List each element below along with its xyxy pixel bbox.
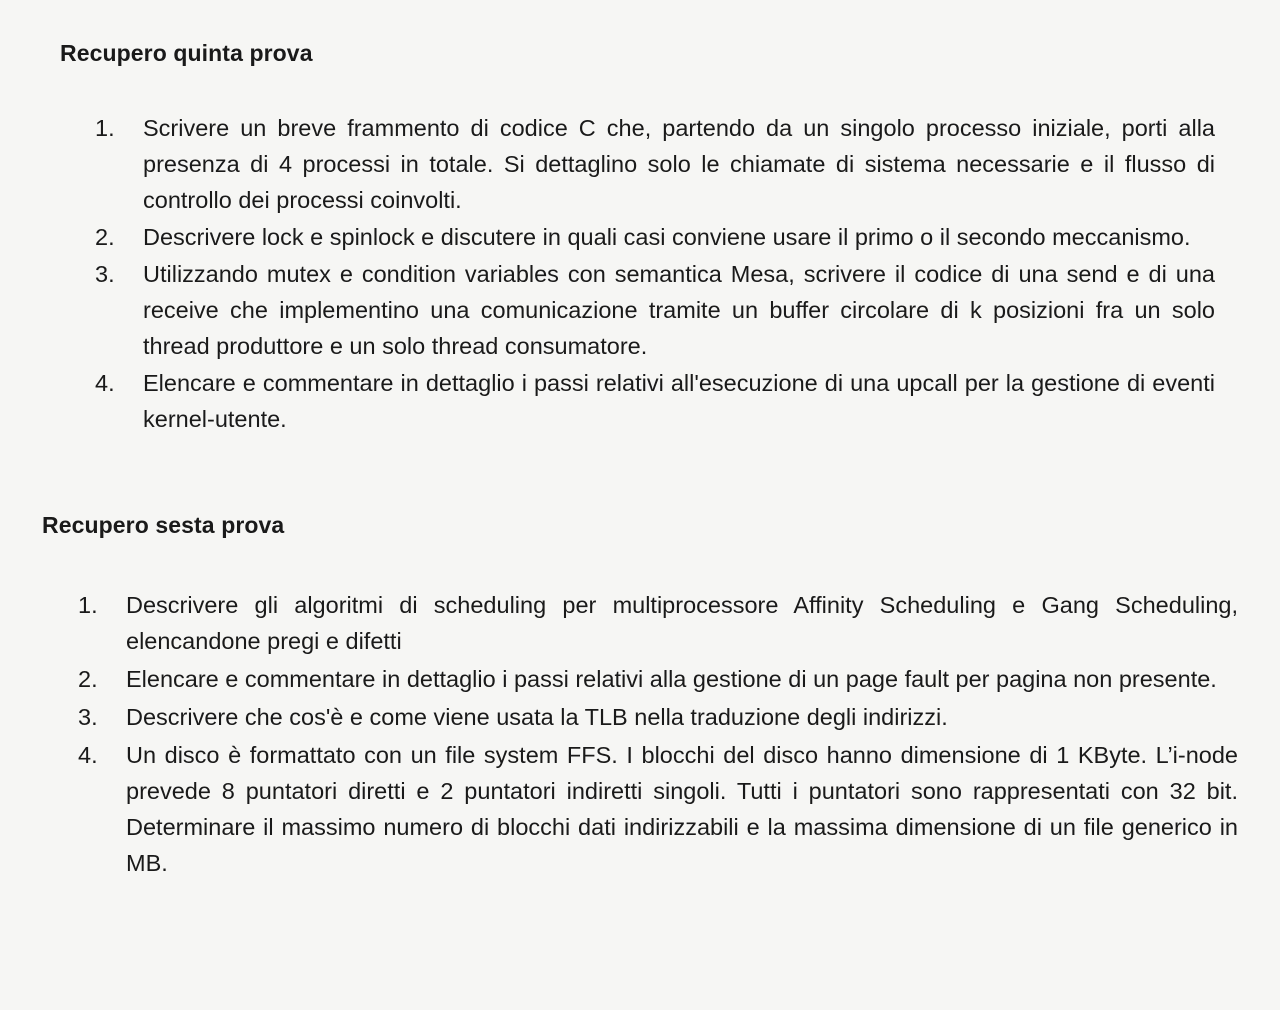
item-text: Utilizzando mutex e condition variables con semantica Mesa, scrivere il codice di una send e di una receive che implementino una comunicazione tramite un buffer circolare di k posizioni fra un solo thread produttore e un solo thread consumatore. [143, 261, 1215, 359]
item-number: 3. [78, 704, 98, 730]
item-text: Elencare e commentare in dettaglio i passi relativi all'esecuzione di una upcall per la gestione di eventi kernel-utente. [143, 370, 1215, 432]
list-item [78, 661, 1238, 697]
list-item [95, 110, 1215, 218]
section-title: Recupero quinta prova [60, 40, 313, 66]
item-text: Elencare e commentare in dettaglio i passi relativi alla gestione di un page fault per pagina non presente. [126, 666, 1217, 692]
item-number: 1. [78, 592, 98, 618]
item-number: 2. [78, 666, 98, 692]
item-number: 2. [95, 224, 115, 250]
question-list [78, 587, 1238, 883]
list-item [95, 365, 1215, 437]
item-number: 3. [95, 261, 115, 287]
item-number: 4. [95, 370, 115, 396]
item-text: Un disco è formattato con un file system FFS. I blocchi del disco hanno dimensione di 1 KByte. L’i-node prevede 8 puntatori diretti e 2 puntatori indiretti singoli. Tutti i puntatori sono rappresentati con 32 bit. Determinare il massimo numero di blocchi dati indirizzabili e la massima dimensione di un file generico in MB. [126, 742, 1238, 876]
list-item [95, 256, 1215, 364]
list-item [78, 737, 1238, 881]
item-text: Descrivere lock e spinlock e discutere in quali casi conviene usare il primo o il secondo meccanismo. [143, 224, 1191, 250]
question-list [95, 110, 1215, 438]
item-text: Descrivere gli algoritmi di scheduling per multiprocessore Affinity Scheduling e Gang Scheduling, elencandone pregi e difetti [126, 592, 1238, 654]
list-item [95, 219, 1215, 255]
list-item [78, 699, 1238, 735]
list-item [78, 587, 1238, 659]
item-number: 1. [95, 115, 115, 141]
section-title: Recupero sesta prova [42, 512, 285, 538]
item-text: Scrivere un breve frammento di codice C che, partendo da un singolo processo iniziale, porti alla presenza di 4 processi in totale. Si dettaglino solo le chiamate di sistema necessarie e il flusso di controllo dei processi coinvolti. [143, 115, 1215, 213]
item-number: 4. [78, 742, 98, 768]
item-text: Descrivere che cos'è e come viene usata la TLB nella traduzione degli indirizzi. [126, 704, 948, 730]
